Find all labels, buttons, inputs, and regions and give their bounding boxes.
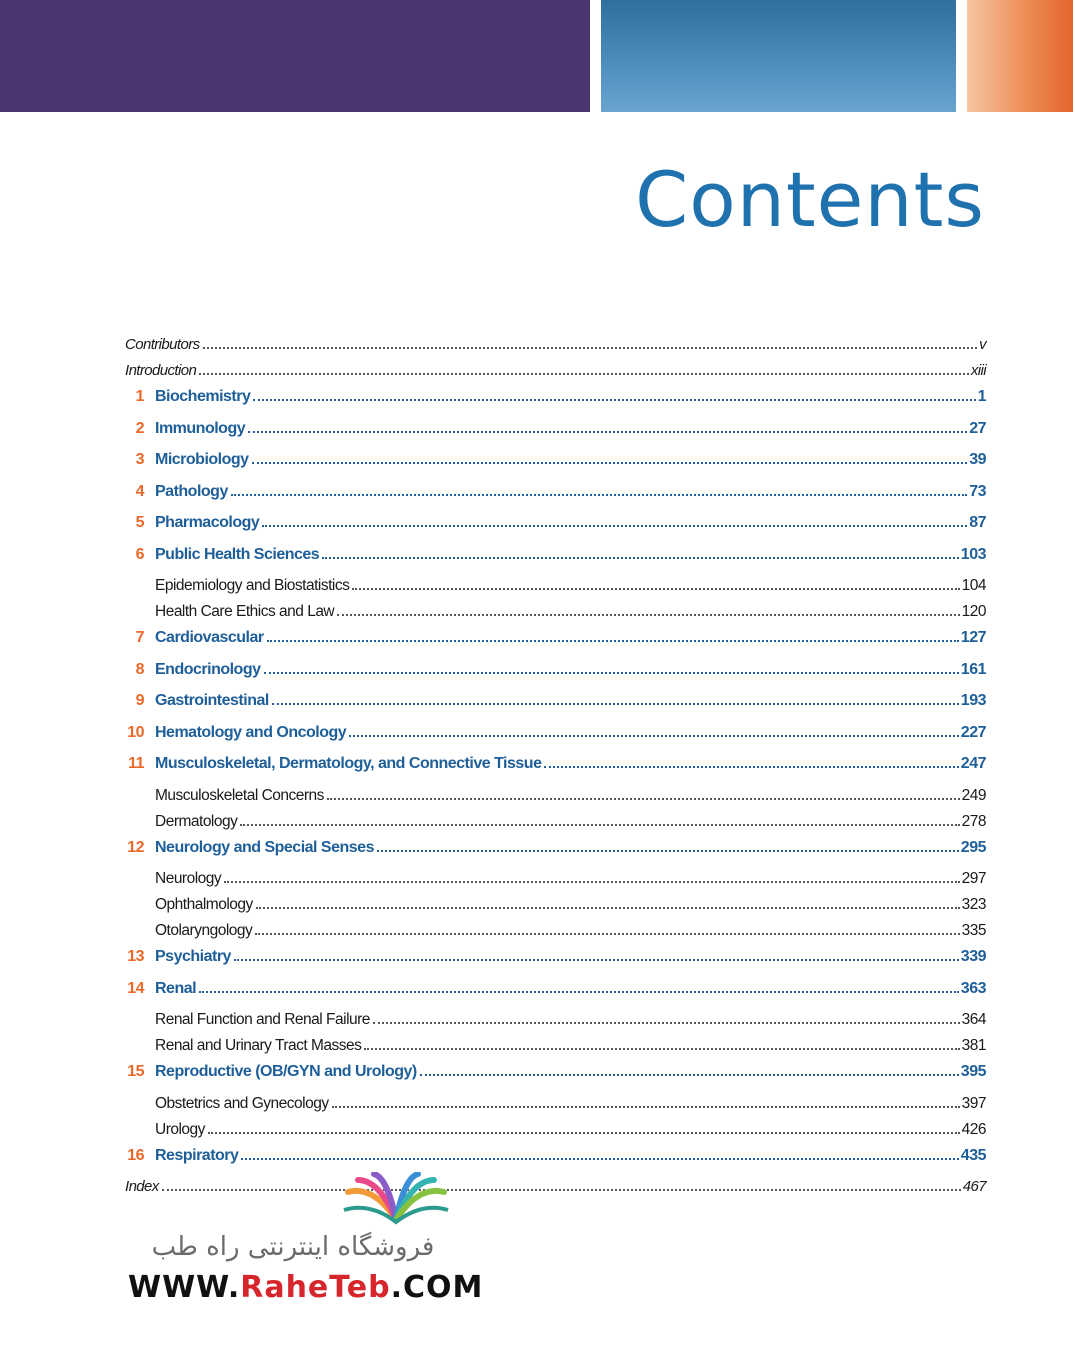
toc-entry-title: Epidemiology and Biostatistics	[155, 577, 350, 594]
chapter-number: 3	[135, 451, 144, 468]
toc-section-row[interactable]	[125, 922, 986, 948]
toc-entry-title: Public Health Sciences	[155, 545, 320, 563]
toc-entry-title: Cardiovascular	[155, 629, 264, 646]
toc-page-number: 364	[961, 1011, 986, 1028]
toc-entry-title: Health Care Ethics and Law	[155, 603, 335, 620]
toc-chapter-row[interactable]	[125, 948, 986, 980]
chapter-number: 16	[127, 1146, 144, 1164]
toc-entry-title: Microbiology	[155, 451, 249, 468]
toc-page-number: 193	[960, 692, 986, 709]
toc-page-number: 27	[969, 419, 986, 437]
chapter-number-cell	[125, 1147, 155, 1165]
dot-leader	[377, 850, 959, 852]
toc-page-number: 435	[960, 1146, 986, 1164]
chapter-number-cell	[125, 755, 155, 773]
watermark-logo	[128, 1172, 484, 1312]
toc-page-number: 161	[960, 660, 986, 678]
toc-entry-title: Reproductive (OB/GYN and Urology)	[155, 1063, 417, 1080]
dot-leader	[420, 1074, 959, 1076]
toc-section-row[interactable]	[125, 896, 986, 922]
toc-entry-title: Immunology	[155, 419, 246, 437]
toc-page-number: 103	[960, 545, 986, 563]
toc-chapter-row[interactable]	[125, 724, 986, 756]
chapter-number: 4	[135, 482, 144, 500]
chapter-number-cell	[125, 839, 155, 857]
chapter-number: 7	[135, 629, 144, 646]
chapter-number: 8	[135, 660, 144, 678]
watermark-url[interactable]	[128, 1270, 484, 1305]
dot-leader	[327, 798, 960, 800]
chapter-number-cell	[125, 724, 155, 742]
dot-leader	[224, 881, 959, 883]
url-suffix: .COM	[390, 1270, 484, 1305]
dot-leader	[364, 1048, 959, 1050]
chapter-number-cell	[125, 451, 155, 469]
dot-leader	[272, 703, 959, 705]
chapter-number: 14	[127, 979, 144, 997]
toc-page-number: 39	[969, 451, 986, 468]
toc-entry-title: Contributors	[125, 336, 200, 353]
toc-page-number: 73	[969, 482, 986, 500]
toc-front-row[interactable]	[125, 336, 986, 362]
dot-leader	[203, 347, 978, 349]
url-prefix: WWW.	[128, 1270, 241, 1305]
toc-entry-title: Musculoskeletal Concerns	[155, 786, 324, 804]
toc-page-number: 87	[969, 514, 986, 531]
toc-chapter-row[interactable]	[125, 661, 986, 693]
toc-section-row[interactable]	[125, 1011, 986, 1037]
dot-leader	[252, 462, 968, 464]
dot-leader	[322, 557, 959, 559]
toc-section-row[interactable]	[125, 1095, 986, 1121]
toc-page-number: 467	[962, 1178, 986, 1195]
page-title: Contents	[635, 155, 985, 244]
toc-front-row[interactable]	[125, 362, 986, 388]
toc-chapter-row[interactable]	[125, 1063, 986, 1095]
toc-entry-title: Pharmacology	[155, 514, 260, 531]
dot-leader	[241, 1158, 958, 1160]
toc-page-number: 323	[961, 896, 986, 913]
toc-page-number: 339	[960, 948, 986, 965]
chapter-number-cell	[125, 629, 155, 647]
toc-page-number: xiii	[970, 362, 986, 379]
chapter-number: 6	[135, 545, 144, 563]
toc-entry-title: Psychiatry	[155, 948, 231, 965]
toc-page-number: 249	[961, 786, 986, 804]
header-band-blue	[601, 0, 956, 112]
dot-leader	[544, 766, 958, 768]
dot-leader	[349, 735, 959, 737]
toc-entry-title: Musculoskeletal, Dermatology, and Connective Tissue	[155, 755, 542, 772]
toc-entry-title: Renal	[155, 979, 197, 997]
dot-leader	[267, 640, 959, 642]
toc-chapter-row[interactable]	[125, 483, 986, 515]
toc-page-number: 397	[961, 1094, 986, 1112]
dot-leader	[255, 933, 959, 935]
dot-leader	[208, 1132, 960, 1134]
chapter-number-cell	[125, 692, 155, 710]
toc-entry-title: Pathology	[155, 482, 228, 500]
toc-chapter-row[interactable]	[125, 980, 986, 1012]
dot-leader	[253, 399, 975, 401]
toc-entry-title: Neurology	[155, 870, 222, 887]
toc-section-row[interactable]	[125, 577, 986, 603]
toc-chapter-row[interactable]	[125, 546, 986, 578]
watermark-tagline: فروشگاه اینترنتی راه طب	[151, 1232, 435, 1262]
toc-entry-title: Biochemistry	[155, 388, 251, 405]
open-book-rainbow-icon	[340, 1172, 452, 1228]
dot-leader	[256, 907, 960, 909]
toc-entry-title: Obstetrics and Gynecology	[155, 1094, 329, 1112]
toc-entry-title: Respiratory	[155, 1146, 239, 1164]
toc-section-row[interactable]	[125, 787, 986, 813]
dot-leader	[352, 588, 959, 590]
header-band-purple	[0, 0, 590, 112]
toc-page-number: 335	[961, 922, 986, 939]
chapter-number-cell	[125, 661, 155, 679]
toc-section-row[interactable]	[125, 1037, 986, 1063]
dot-leader	[337, 614, 959, 616]
chapter-number: 5	[135, 514, 144, 531]
dot-leader	[234, 959, 959, 961]
header-band-orange	[967, 0, 1073, 112]
chapter-number: 15	[127, 1063, 144, 1080]
toc-chapter-row[interactable]	[125, 451, 986, 483]
toc-section-row[interactable]	[125, 1121, 986, 1147]
toc-page-number: 227	[960, 723, 986, 741]
chapter-number: 12	[127, 838, 144, 856]
toc-entry-title: Endocrinology	[155, 660, 261, 678]
table-of-contents	[125, 336, 986, 1204]
chapter-number: 2	[135, 419, 144, 437]
chapter-number-cell	[125, 483, 155, 501]
toc-entry-title: Introduction	[125, 362, 197, 379]
toc-page-number: 363	[960, 979, 986, 997]
toc-chapter-row[interactable]	[125, 420, 986, 452]
toc-chapter-row[interactable]	[125, 514, 986, 546]
chapter-number-cell	[125, 948, 155, 966]
toc-entry-title: Renal and Urinary Tract Masses	[155, 1037, 362, 1054]
chapter-number-cell	[125, 388, 155, 406]
dot-leader	[240, 824, 959, 826]
toc-entry-title: Urology	[155, 1120, 205, 1138]
chapter-number: 10	[127, 723, 144, 741]
toc-entry-title: Otolaryngology	[155, 922, 253, 939]
dot-leader	[231, 494, 967, 496]
chapter-number: 11	[128, 755, 144, 772]
toc-entry-title: Dermatology	[155, 812, 238, 830]
chapter-number-cell	[125, 980, 155, 998]
toc-chapter-row[interactable]	[125, 629, 986, 661]
chapter-number: 13	[127, 948, 144, 965]
toc-chapter-row[interactable]	[125, 839, 986, 871]
url-brand: RaheTeb	[240, 1270, 391, 1305]
toc-chapter-row[interactable]	[125, 692, 986, 724]
toc-page-number: 1	[977, 388, 986, 405]
chapter-number-cell	[125, 514, 155, 532]
toc-entry-title: Renal Function and Renal Failure	[155, 1011, 370, 1028]
chapter-number-cell	[125, 1063, 155, 1081]
toc-section-row[interactable]	[125, 603, 986, 629]
toc-page-number: 297	[961, 870, 986, 887]
toc-entry-title: Hematology and Oncology	[155, 723, 347, 741]
toc-entry-title: Ophthalmology	[155, 896, 253, 913]
chapter-number: 1	[135, 388, 144, 405]
chapter-number-cell	[125, 420, 155, 438]
toc-page-number: 295	[960, 838, 986, 856]
toc-page-number: 120	[961, 603, 986, 620]
chapter-number: 9	[135, 692, 144, 709]
toc-entry-title: Neurology and Special Senses	[155, 838, 374, 856]
dot-leader	[373, 1022, 960, 1024]
toc-section-row[interactable]	[125, 870, 986, 896]
toc-chapter-row[interactable]	[125, 388, 986, 420]
toc-page-number: 104	[961, 577, 986, 594]
dot-leader	[199, 373, 969, 375]
toc-entry-title: Gastrointestinal	[155, 692, 269, 709]
dot-leader	[332, 1106, 960, 1108]
toc-page-number: 127	[960, 629, 986, 646]
dot-leader	[262, 525, 967, 527]
toc-chapter-row[interactable]	[125, 755, 986, 787]
toc-entry-title: Index	[125, 1178, 159, 1195]
toc-page-number: 247	[960, 755, 986, 772]
toc-page-number: 426	[961, 1120, 986, 1138]
toc-page-number: 381	[961, 1037, 986, 1054]
toc-section-row[interactable]	[125, 813, 986, 839]
toc-page-number: 395	[960, 1063, 986, 1080]
dot-leader	[264, 672, 959, 674]
dot-leader	[199, 991, 959, 993]
toc-page-number: v	[979, 336, 986, 353]
chapter-number-cell	[125, 546, 155, 564]
toc-page-number: 278	[961, 812, 986, 830]
dot-leader	[248, 431, 967, 433]
